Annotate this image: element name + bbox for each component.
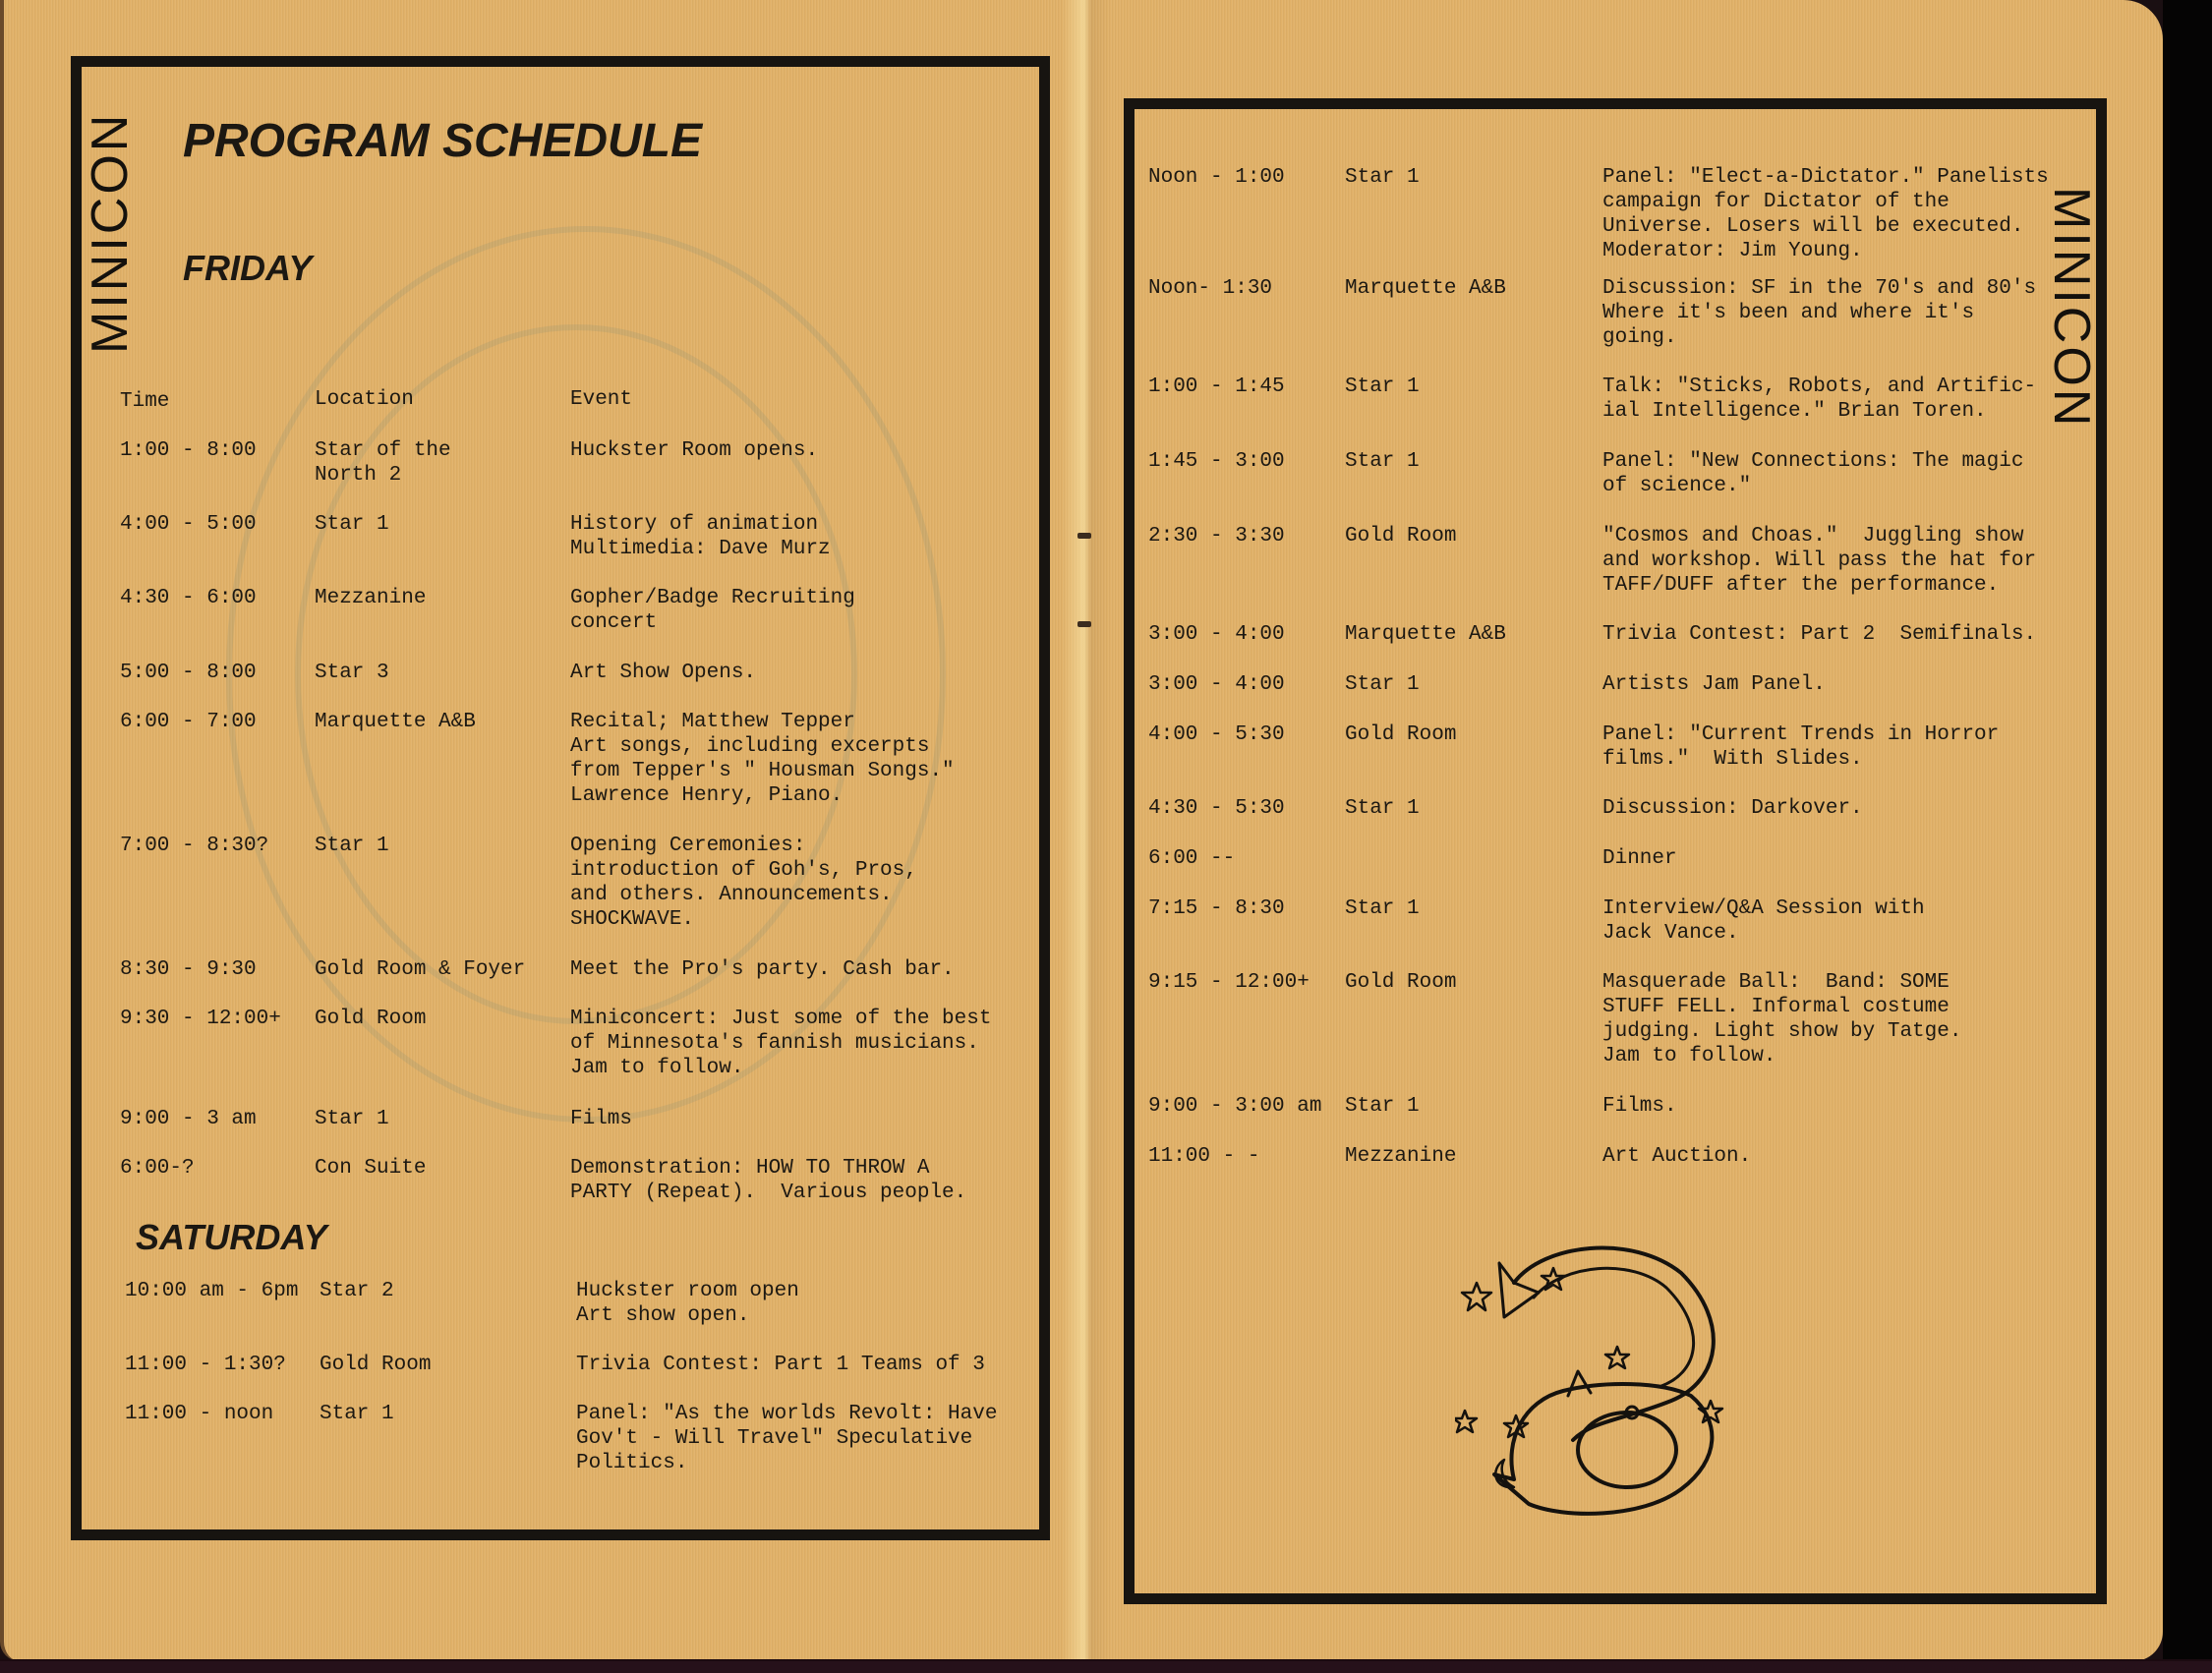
time-cell: 11:00 - 1:30? <box>125 1354 286 1376</box>
time-cell: 1:45 - 3:00 <box>1148 450 1285 473</box>
event-cell: Meet the Pro's party. Cash bar. <box>570 958 955 981</box>
location-cell: Star 1 <box>315 1108 389 1130</box>
time-cell: 5:00 - 8:00 <box>120 662 257 684</box>
event-cell: Films. <box>1602 1095 1677 1118</box>
dragon-tail-inner <box>1534 1268 1694 1386</box>
location-cell: Star 1 <box>1345 897 1420 920</box>
time-cell: Noon - 1:00 <box>1148 166 1285 189</box>
time-cell: 4:30 - 6:00 <box>120 587 257 609</box>
event-cell: Panel: "New Connections: The magic of science." <box>1602 450 2024 497</box>
location-cell: Star 1 <box>1345 1095 1420 1118</box>
location-cell: Star 1 <box>1345 166 1420 189</box>
event-cell: Talk: "Sticks, Robots, and Artific- ial Intelligence." Brian Toren. <box>1602 375 2037 423</box>
event-cell: Dinner <box>1602 847 1677 870</box>
location-cell: Star 1 <box>1345 673 1420 696</box>
time-cell: 7:00 - 8:30? <box>120 835 269 857</box>
event-cell: Interview/Q&A Session with Jack Vance. <box>1602 897 1925 945</box>
time-cell: 9:00 - 3:00 am <box>1148 1095 1322 1118</box>
time-cell: 9:15 - 12:00+ <box>1148 971 1310 994</box>
page-title: PROGRAM SCHEDULE <box>183 115 703 167</box>
location-cell: Marquette A&B <box>1345 277 1506 300</box>
column-header-location: Location <box>315 388 414 411</box>
star-icon <box>1455 1411 1477 1432</box>
location-cell: Gold Room <box>1345 525 1457 548</box>
location-cell: Star of the North 2 <box>315 439 451 487</box>
event-cell: Masquerade Ball: Band: SOME STUFF FELL. Informal costume judging. Light show by Tatge. Jam to follow. <box>1602 971 1962 1067</box>
location-cell: Star 1 <box>315 513 389 536</box>
scan-background <box>2163 0 2212 1671</box>
location-cell: Star 1 <box>1345 375 1420 398</box>
dragon-tail-tip <box>1499 1263 1539 1317</box>
location-cell: Gold Room & Foyer <box>315 958 526 981</box>
event-cell: "Cosmos and Choas." Juggling show and workshop. Will pass the hat for TAFF/DUFF after the performance. <box>1602 525 2037 597</box>
brand-vertical-right: MINICON <box>2043 187 2100 430</box>
event-cell: Trivia Contest: Part 1 Teams of 3 <box>576 1354 985 1376</box>
dragon-illustration <box>1455 1224 1750 1529</box>
location-cell: Gold Room <box>315 1008 427 1030</box>
location-cell: Con Suite <box>315 1157 427 1180</box>
time-cell: 6:00-? <box>120 1157 195 1180</box>
time-cell: 3:00 - 4:00 <box>1148 623 1285 646</box>
time-cell: 3:00 - 4:00 <box>1148 673 1285 696</box>
time-cell: 9:30 - 12:00+ <box>120 1008 281 1030</box>
time-cell: 11:00 - noon <box>125 1403 274 1425</box>
time-cell: 8:30 - 9:30 <box>120 958 257 981</box>
time-cell: 10:00 am - 6pm <box>125 1280 299 1302</box>
time-cell: 6:00 -- <box>1148 847 1236 870</box>
location-cell: Star 1 <box>320 1403 394 1425</box>
event-cell: Gopher/Badge Recruiting concert <box>570 587 855 634</box>
time-cell: 4:30 - 5:30 <box>1148 797 1285 820</box>
location-cell: Star 2 <box>320 1280 394 1302</box>
event-cell: Miniconcert: Just some of the best of Minnesota's fannish musicians. Jam to follow. <box>570 1008 992 1079</box>
time-cell: 4:00 - 5:00 <box>120 513 257 536</box>
time-cell: 6:00 - 7:00 <box>120 711 257 733</box>
location-cell: Mezzanine <box>1345 1145 1457 1168</box>
location-cell: Marquette A&B <box>1345 623 1506 646</box>
event-cell: History of animation Multimedia: Dave Murz <box>570 513 831 560</box>
location-cell: Star 1 <box>1345 797 1420 820</box>
event-cell: Trivia Contest: Part 2 Semifinals. <box>1602 623 2037 646</box>
event-cell: Panel: "As the worlds Revolt: Have Gov't - Will Travel" Speculative Politics. <box>576 1403 998 1474</box>
brand-vertical-left: MINICON <box>82 111 139 354</box>
event-cell: Discussion: Darkover. <box>1602 797 1863 820</box>
time-cell: Noon- 1:30 <box>1148 277 1273 300</box>
event-cell: Huckster Room opens. <box>570 439 819 462</box>
time-cell: 1:00 - 1:45 <box>1148 375 1285 398</box>
event-cell: Demonstration: HOW TO THROW A PARTY (Repeat). Various people. <box>570 1157 967 1204</box>
location-cell: Gold Room <box>1345 971 1457 994</box>
event-cell: Discussion: SF in the 70's and 80's Where it's been and where it's going. <box>1602 277 2037 349</box>
booklet-spine <box>1062 0 1111 1661</box>
time-cell: 2:30 - 3:30 <box>1148 525 1285 548</box>
location-cell: Mezzanine <box>315 587 427 609</box>
column-header-time: Time <box>120 390 170 413</box>
day-heading-saturday: SATURDAY <box>136 1217 327 1257</box>
staple-bottom <box>1077 621 1091 627</box>
location-cell: Star 1 <box>315 835 389 857</box>
column-header-event: Event <box>570 388 633 411</box>
event-cell: Recital; Matthew Tepper Art songs, including excerpts from Tepper's " Housman Songs." Lawrence Henry, Piano. <box>570 711 955 807</box>
event-cell: Panel: "Elect-a-Dictator." Panelists campaign for Dictator of the Universe. Losers will be executed. Moderator: Jim Young. <box>1602 166 2049 262</box>
dragon-spike <box>1568 1371 1591 1396</box>
day-heading-friday: FRIDAY <box>183 248 313 288</box>
time-cell: 1:00 - 8:00 <box>120 439 257 462</box>
star-icon <box>1462 1283 1491 1310</box>
event-cell: Art Show Opens. <box>570 662 757 684</box>
location-cell: Marquette A&B <box>315 711 476 733</box>
event-cell: Huckster room open Art show open. <box>576 1280 799 1327</box>
event-cell: Artists Jam Panel. <box>1602 673 1826 696</box>
location-cell: Star 1 <box>1345 450 1420 473</box>
time-cell: 11:00 - - <box>1148 1145 1260 1168</box>
time-cell: 7:15 - 8:30 <box>1148 897 1285 920</box>
dragon-body <box>1494 1384 1712 1514</box>
staple-top <box>1077 533 1091 539</box>
time-cell: 9:00 - 3 am <box>120 1108 257 1130</box>
event-cell: Panel: "Current Trends in Horror films." With Slides. <box>1602 723 2000 771</box>
star-icon <box>1605 1347 1629 1368</box>
location-cell: Gold Room <box>320 1354 432 1376</box>
dragon-curl <box>1578 1413 1676 1487</box>
event-cell: Art Auction. <box>1602 1145 1752 1168</box>
event-cell: Films <box>570 1108 633 1130</box>
event-cell: Opening Ceremonies: introduction of Goh's, Pros, and others. Announcements. SHOCKWAVE. <box>570 835 917 931</box>
location-cell: Gold Room <box>1345 723 1457 746</box>
time-cell: 4:00 - 5:30 <box>1148 723 1285 746</box>
location-cell: Star 3 <box>315 662 389 684</box>
